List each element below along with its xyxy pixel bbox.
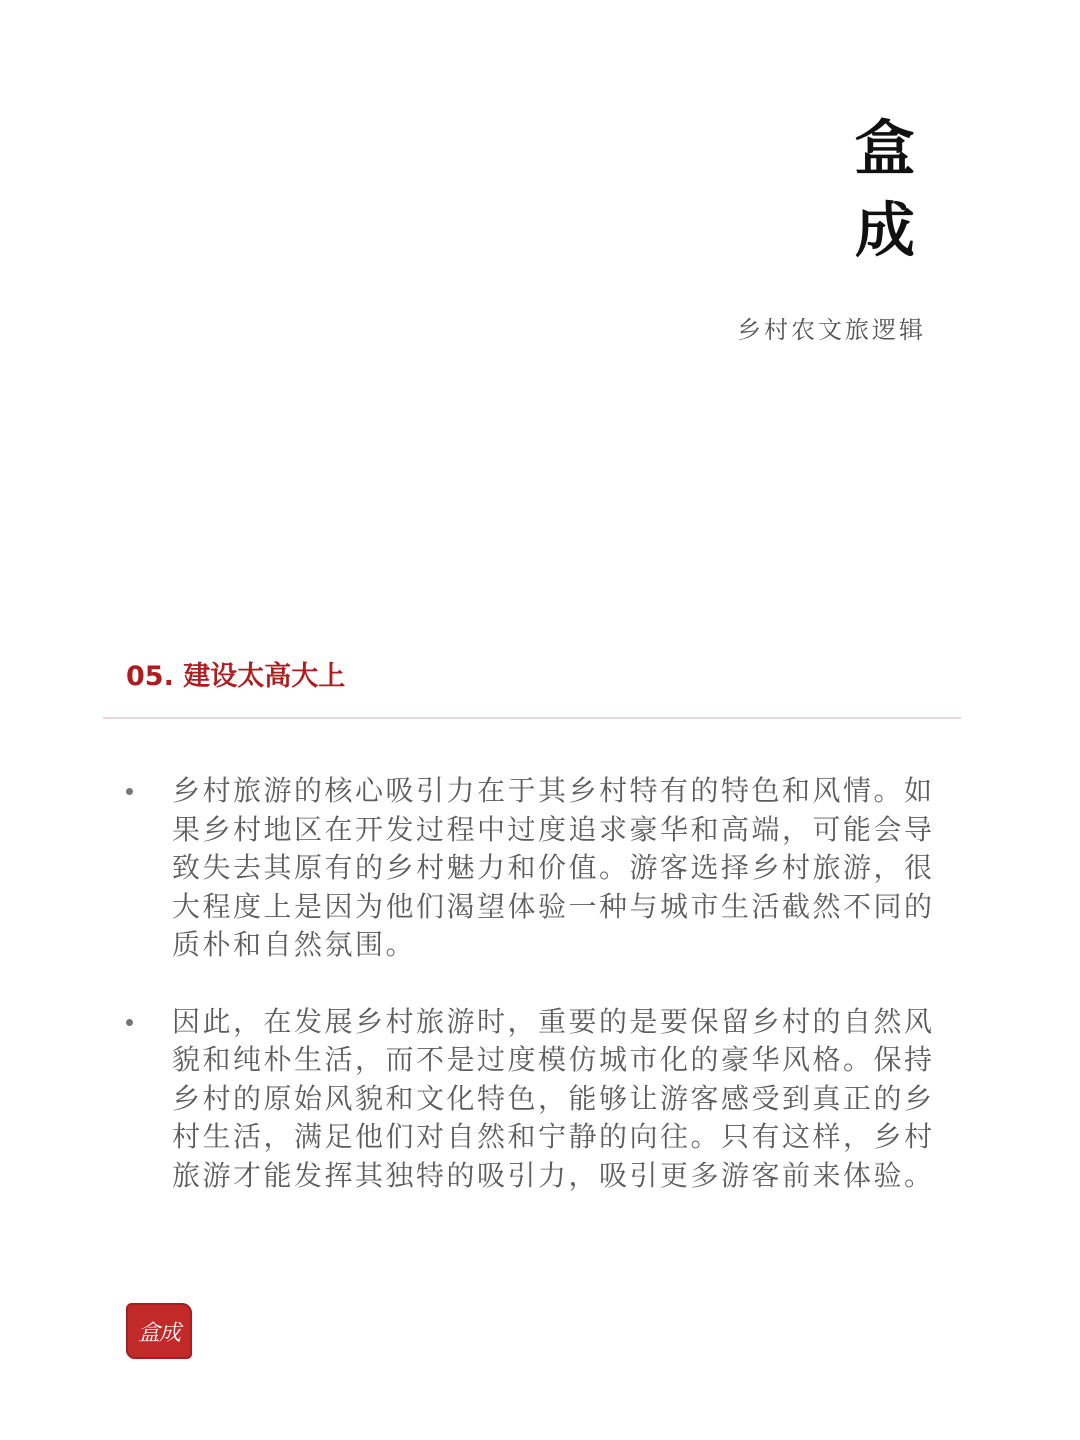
brand-char-1: 盒 (855, 114, 915, 184)
section-title: 05. 建设太高大上 (126, 661, 346, 692)
divider (103, 717, 961, 719)
list-item (120, 1003, 950, 1196)
bullet-dot-icon (126, 1019, 133, 1026)
bullet-dot-icon (126, 788, 133, 795)
brand-title (850, 108, 920, 272)
bullet-text: 因此，在发展乡村旅游时，重要的是要保留乡村的自然风貌和纯朴生活，而不是过度模仿城市化的豪华风格。保持乡村的原始风貌和文化特色，能够让游客感受到真正的乡村生活，满足他们对自然和宁静的向往。只有这样，乡村旅游才能发挥其独特的吸引力，吸引更多游客前来体验。 (172, 1004, 935, 1192)
bullet-text: 乡村旅游的核心吸引力在于其乡村特有的特色和风情。如果乡村地区在开发过程中过度追求豪华和高端，可能会导致失去其原有的乡村魅力和价值。游客选择乡村旅游，很大程度上是因为他们渴望体验一种与城市生活截然不同的质朴和自然氛围。 (172, 774, 935, 961)
list-item (120, 772, 950, 965)
seal-stamp (126, 1303, 192, 1359)
subtitle: 乡村农文旅逻辑 (737, 316, 926, 344)
brand-char-2: 成 (855, 196, 915, 266)
seal-text: 盒成 (137, 1320, 180, 1346)
bullet-list (120, 772, 950, 1233)
